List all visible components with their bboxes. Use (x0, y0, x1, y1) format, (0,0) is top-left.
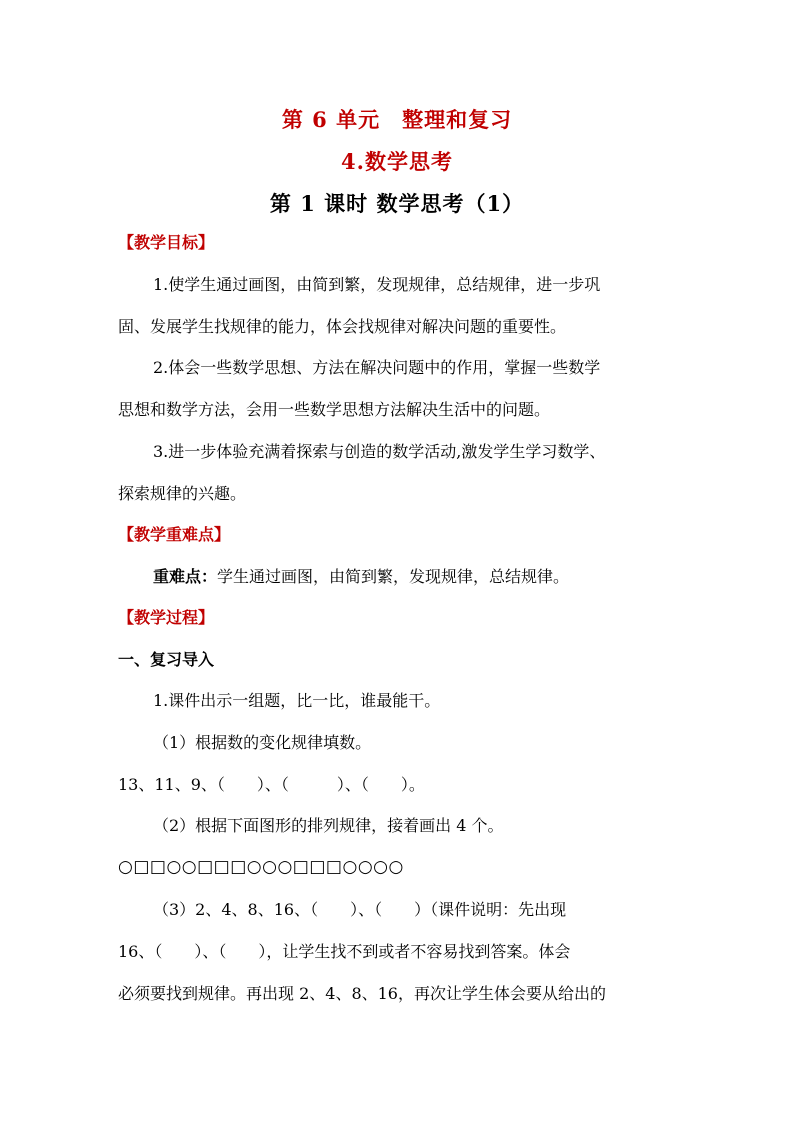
process-line-7: 16、（ ）、（ ），让学生找不到或者不容易找到答案。体会 (118, 942, 571, 961)
shape-sequence: ○□□○○□□□○○○□□□○○○○ (118, 857, 404, 877)
key-points-text: 学生通过画图，由简到繁，发现规律，总结规律。 (217, 567, 570, 586)
goals-line-2: 固、发展学生找规律的能力，体会找规律对解决问题的重要性。 (118, 317, 567, 336)
process-line-8: 必须要找到规律。再出现 2、4、8、16，再次让学生体会要从给出的 (118, 984, 606, 1003)
goals-heading: 【教学目标】 (118, 233, 215, 252)
process-line-6: （3）2、4、8、16、（ ）、（ ）（课件说明：先出现 (153, 900, 567, 919)
goals-line-3: 2.体会一些数学思想、方法在解决问题中的作用，掌握一些数学 (153, 358, 601, 377)
process-line-4: （2）根据下面图形的排列规律，接着画出 4 个。 (153, 816, 504, 835)
key-points-line (153, 567, 723, 587)
lesson-title: 4.数学思考 (341, 149, 453, 174)
class-title: 第 1 课时 数学思考（1） (269, 191, 525, 216)
goals-line-5: 3.进一步体验充满着探索与创造的数学活动,激发学生学习数学、 (153, 442, 606, 461)
process-line-3: 13、11、9、（ ）、（ ）、（ ）。 (118, 775, 425, 794)
goals-line-6: 探索规律的兴趣。 (118, 484, 247, 503)
goals-line-4: 思想和数学方法，会用一些数学思想方法解决生活中的问题。 (118, 400, 551, 419)
key-points-heading: 【教学重难点】 (118, 525, 231, 544)
process-line-1: 1.课件出示一组题，比一比，谁最能干。 (153, 691, 441, 710)
part1-title: 一、复习导入 (118, 650, 215, 669)
goals-line-1: 1.使学生通过画图，由简到繁，发现规律，总结规律，进一步巩 (153, 275, 601, 294)
process-heading: 【教学过程】 (118, 608, 215, 627)
key-points-label: 重难点： (153, 567, 218, 586)
process-line-2: （1）根据数的变化规律填数。 (153, 733, 372, 752)
unit-title: 第 6 单元 整理和复习 (281, 107, 513, 132)
